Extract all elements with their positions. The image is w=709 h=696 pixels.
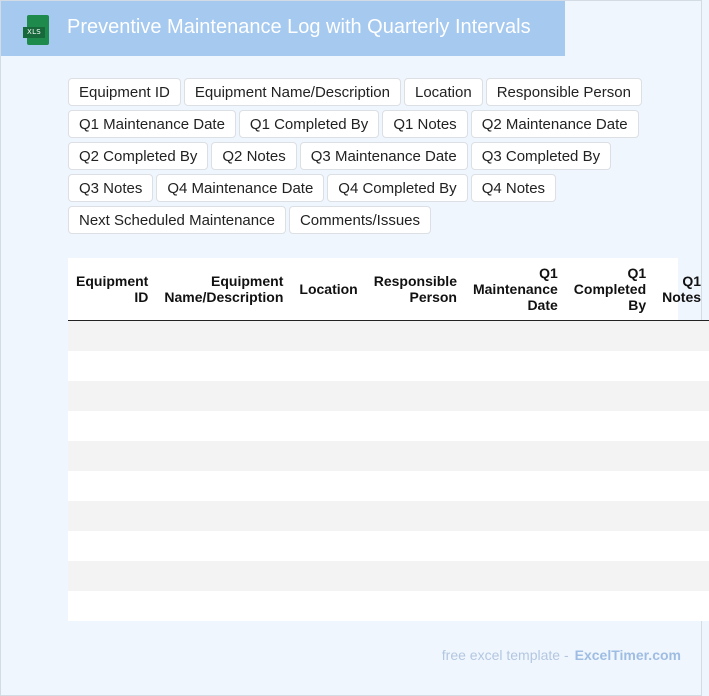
table-cell[interactable]	[366, 591, 465, 621]
table-cell[interactable]	[465, 471, 566, 501]
table-cell[interactable]	[68, 321, 156, 352]
column-header-line: Name/Description	[164, 289, 284, 305]
column-chip-list	[68, 78, 688, 234]
table-cell[interactable]	[566, 441, 654, 471]
table-cell[interactable]	[366, 411, 465, 441]
table-cell[interactable]	[291, 351, 365, 381]
column-chip[interactable]: Equipment Name/Description	[184, 78, 401, 106]
column-chip[interactable]: Location	[404, 78, 483, 106]
column-chip[interactable]: Q1 Completed By	[239, 110, 379, 138]
footer-text: free excel template -	[441, 647, 569, 663]
column-chip[interactable]: Q1 Maintenance Date	[68, 110, 236, 138]
table-cell[interactable]	[68, 411, 156, 441]
table-cell[interactable]	[654, 381, 709, 411]
table-cell[interactable]	[654, 591, 709, 621]
table-cell[interactable]	[291, 591, 365, 621]
column-chip[interactable]: Q2 Notes	[211, 142, 296, 170]
column-header[interactable]	[465, 258, 566, 321]
table-cell[interactable]	[291, 561, 365, 591]
page-title: Preventive Maintenance Log with Quarterly Intervals	[67, 16, 531, 38]
column-chip[interactable]: Q2 Completed By	[68, 142, 208, 170]
column-header-line: Date	[527, 297, 558, 313]
data-table	[68, 258, 709, 621]
table-cell[interactable]	[654, 321, 709, 352]
xls-icon-label: XLS	[23, 27, 45, 38]
footer	[442, 647, 681, 663]
table-row	[68, 591, 709, 621]
column-chip[interactable]: Q3 Notes	[68, 174, 153, 202]
table-cell[interactable]	[156, 321, 291, 352]
table-cell[interactable]	[465, 591, 566, 621]
footer-brand-link[interactable]: ExcelTimer.com	[574, 647, 681, 663]
table-cell[interactable]	[566, 411, 654, 441]
table-cell[interactable]	[654, 411, 709, 441]
table-cell[interactable]	[156, 591, 291, 621]
column-header[interactable]	[654, 258, 709, 321]
table-cell[interactable]	[156, 351, 291, 381]
table-cell[interactable]	[465, 501, 566, 531]
column-chip[interactable]: Q3 Maintenance Date	[300, 142, 468, 170]
table-row	[68, 561, 709, 591]
table-cell[interactable]	[654, 351, 709, 381]
table-cell[interactable]	[366, 441, 465, 471]
table-cell[interactable]	[366, 321, 465, 352]
table-cell[interactable]	[366, 531, 465, 561]
column-chip[interactable]: Comments/Issues	[289, 206, 431, 234]
table-cell[interactable]	[291, 411, 365, 441]
table-row	[68, 351, 709, 381]
table-cell[interactable]	[566, 561, 654, 591]
table-body	[68, 321, 709, 622]
column-header[interactable]	[291, 258, 365, 321]
table-cell[interactable]	[654, 471, 709, 501]
table-cell[interactable]	[566, 591, 654, 621]
table-cell[interactable]	[465, 411, 566, 441]
table-cell[interactable]	[291, 531, 365, 561]
table-cell[interactable]	[654, 561, 709, 591]
column-header[interactable]	[366, 258, 465, 321]
data-table-container[interactable]	[68, 258, 702, 621]
table-cell[interactable]	[566, 531, 654, 561]
table-cell[interactable]	[68, 441, 156, 471]
column-chip[interactable]: Q2 Maintenance Date	[471, 110, 639, 138]
table-row	[68, 321, 709, 352]
table-cell[interactable]	[366, 381, 465, 411]
table-row	[68, 381, 709, 411]
column-header-line: Equipment	[211, 273, 284, 289]
table-row	[68, 441, 709, 471]
table-cell[interactable]	[156, 381, 291, 411]
table-cell[interactable]	[156, 441, 291, 471]
table-cell[interactable]	[68, 531, 156, 561]
column-header-line: Q1	[539, 265, 558, 281]
column-header-line: Maintenance	[472, 281, 558, 297]
table-cell[interactable]	[566, 321, 654, 352]
table-cell[interactable]	[566, 501, 654, 531]
column-chip[interactable]: Q4 Notes	[471, 174, 556, 202]
column-chip[interactable]: Q3 Completed By	[471, 142, 611, 170]
table-cell[interactable]	[366, 501, 465, 531]
table-cell[interactable]	[68, 561, 156, 591]
table-cell[interactable]	[465, 561, 566, 591]
column-header-line: Q1	[682, 273, 702, 289]
table-cell[interactable]	[68, 351, 156, 381]
column-header-line: ID	[134, 289, 149, 305]
table-cell[interactable]	[654, 501, 709, 531]
column-header-line: Person	[409, 289, 457, 305]
table-row	[68, 411, 709, 441]
column-header-line: Completed	[573, 281, 647, 297]
column-header[interactable]	[68, 258, 156, 321]
xls-file-icon	[23, 15, 51, 45]
column-header[interactable]	[566, 258, 654, 321]
table-cell[interactable]	[566, 381, 654, 411]
column-header-line: Equipment	[76, 273, 149, 289]
table-cell[interactable]	[654, 531, 709, 561]
table-cell[interactable]	[366, 351, 465, 381]
table-row	[68, 501, 709, 531]
table-cell[interactable]	[465, 351, 566, 381]
column-chip[interactable]: Next Scheduled Maintenance	[68, 206, 286, 234]
table-cell[interactable]	[366, 471, 465, 501]
table-cell[interactable]	[156, 501, 291, 531]
column-header-line: Q1	[627, 265, 647, 281]
column-header-line: Responsible	[373, 273, 457, 289]
column-chip[interactable]: Responsible Person	[486, 78, 642, 106]
table-header-row	[68, 258, 709, 321]
column-header-line: Notes	[662, 289, 702, 305]
table-cell[interactable]	[566, 351, 654, 381]
table-cell[interactable]	[291, 381, 365, 411]
table-row	[68, 531, 709, 561]
table-cell[interactable]	[156, 531, 291, 561]
table-cell[interactable]	[68, 591, 156, 621]
column-header-line: Location	[299, 281, 358, 297]
table-cell[interactable]	[156, 561, 291, 591]
table-cell[interactable]	[366, 561, 465, 591]
column-header-line: By	[628, 297, 647, 313]
column-chip[interactable]: Q4 Completed By	[327, 174, 467, 202]
table-cell[interactable]	[68, 381, 156, 411]
column-header[interactable]	[156, 258, 291, 321]
column-chip[interactable]: Q4 Maintenance Date	[156, 174, 324, 202]
table-cell[interactable]	[156, 411, 291, 441]
table-row	[68, 471, 709, 501]
table-cell[interactable]	[566, 471, 654, 501]
table-cell[interactable]	[68, 501, 156, 531]
table-cell[interactable]	[291, 471, 365, 501]
table-cell[interactable]	[465, 381, 566, 411]
table-cell[interactable]	[465, 531, 566, 561]
table-cell[interactable]	[654, 441, 709, 471]
table-cell[interactable]	[291, 441, 365, 471]
title-bar	[1, 1, 565, 56]
table-cell[interactable]	[465, 441, 566, 471]
table-cell[interactable]	[465, 321, 566, 352]
table-cell[interactable]	[291, 321, 365, 352]
table-cell[interactable]	[68, 471, 156, 501]
column-chip[interactable]: Q1 Notes	[382, 110, 467, 138]
column-chip[interactable]: Equipment ID	[68, 78, 181, 106]
table-cell[interactable]	[291, 501, 365, 531]
table-cell[interactable]	[156, 471, 291, 501]
